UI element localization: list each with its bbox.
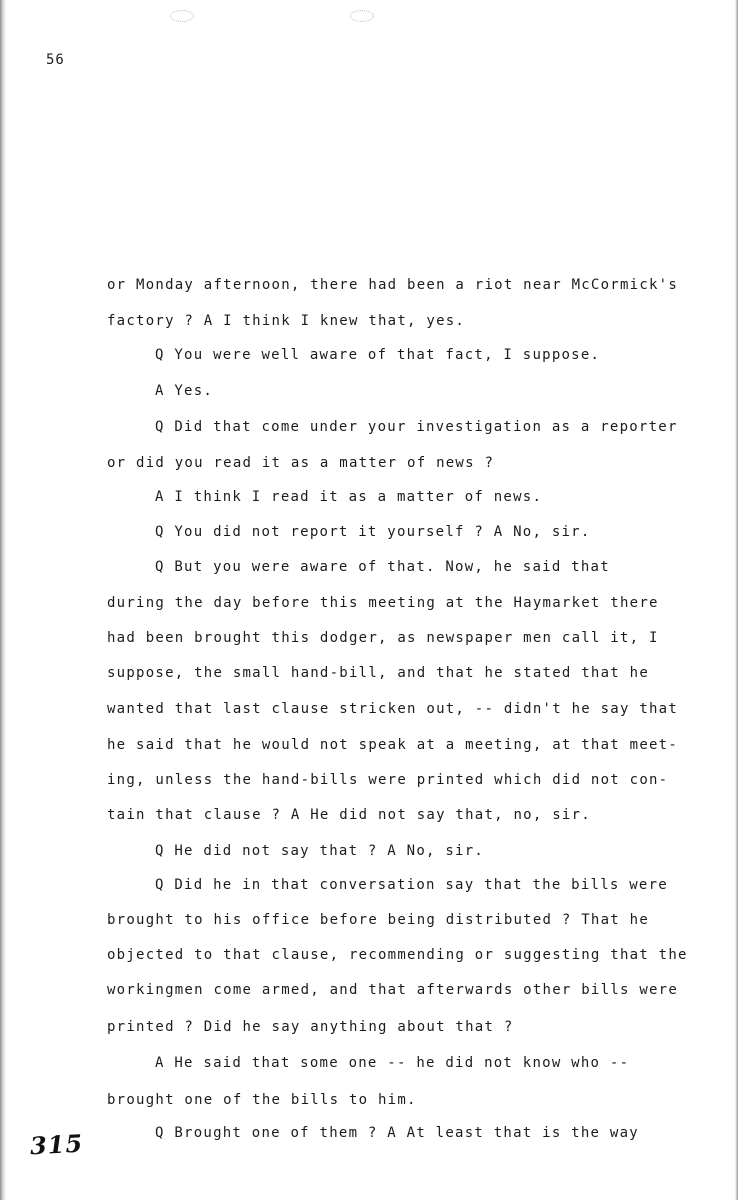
text-line: or did you read it as a matter of news ? [107, 455, 495, 471]
page-edge-shadow [0, 0, 6, 1200]
text-line: Q Brought one of them ? A At least that is the way [155, 1125, 639, 1141]
page-number: 56 [46, 52, 65, 68]
punch-mark [350, 10, 374, 22]
text-line: had been brought this dodger, as newspaper men call it, I [107, 630, 659, 646]
text-line: brought to his office before being distributed ? That he [107, 912, 650, 928]
text-line: Q He did not say that ? A No, sir. [155, 843, 485, 859]
text-line: Q But you were aware of that. Now, he said that [155, 559, 610, 575]
text-line: or Monday afternoon, there had been a riot near McCormick's [107, 277, 679, 293]
text-line: he said that he would not speak at a meeting, at that meet- [107, 737, 679, 753]
text-line: wanted that last clause stricken out, -- didn't he say that [107, 701, 679, 717]
text-line: during the day before this meeting at the Haymarket there [107, 595, 659, 611]
punch-mark [170, 10, 194, 22]
text-line: ing, unless the hand-bills were printed which did not con- [107, 772, 669, 788]
text-line: Q Did that come under your investigation as a reporter [155, 419, 678, 435]
text-line: brought one of the bills to him. [107, 1092, 417, 1108]
handwritten-margin-note: 315 [29, 1128, 84, 1161]
text-line: A I think I read it as a matter of news. [155, 489, 543, 505]
text-line: factory ? A I think I knew that, yes. [107, 313, 466, 329]
text-line: suppose, the small hand-bill, and that he stated that he [107, 665, 650, 681]
text-line: workingmen come armed, and that afterwards other bills were [107, 982, 679, 998]
text-line: A He said that some one -- he did not know who -- [155, 1055, 630, 1071]
text-line: objected to that clause, recommending or suggesting that the [107, 947, 688, 963]
text-line: Q Did he in that conversation say that the bills were [155, 877, 668, 893]
text-line: A Yes. [155, 383, 214, 399]
text-line: printed ? Did he say anything about that ? [107, 1019, 514, 1035]
text-line: tain that clause ? A He did not say that, no, sir. [107, 807, 591, 823]
text-line: Q You were well aware of that fact, I suppose. [155, 347, 601, 363]
text-line: Q You did not report it yourself ? A No, sir. [155, 524, 591, 540]
